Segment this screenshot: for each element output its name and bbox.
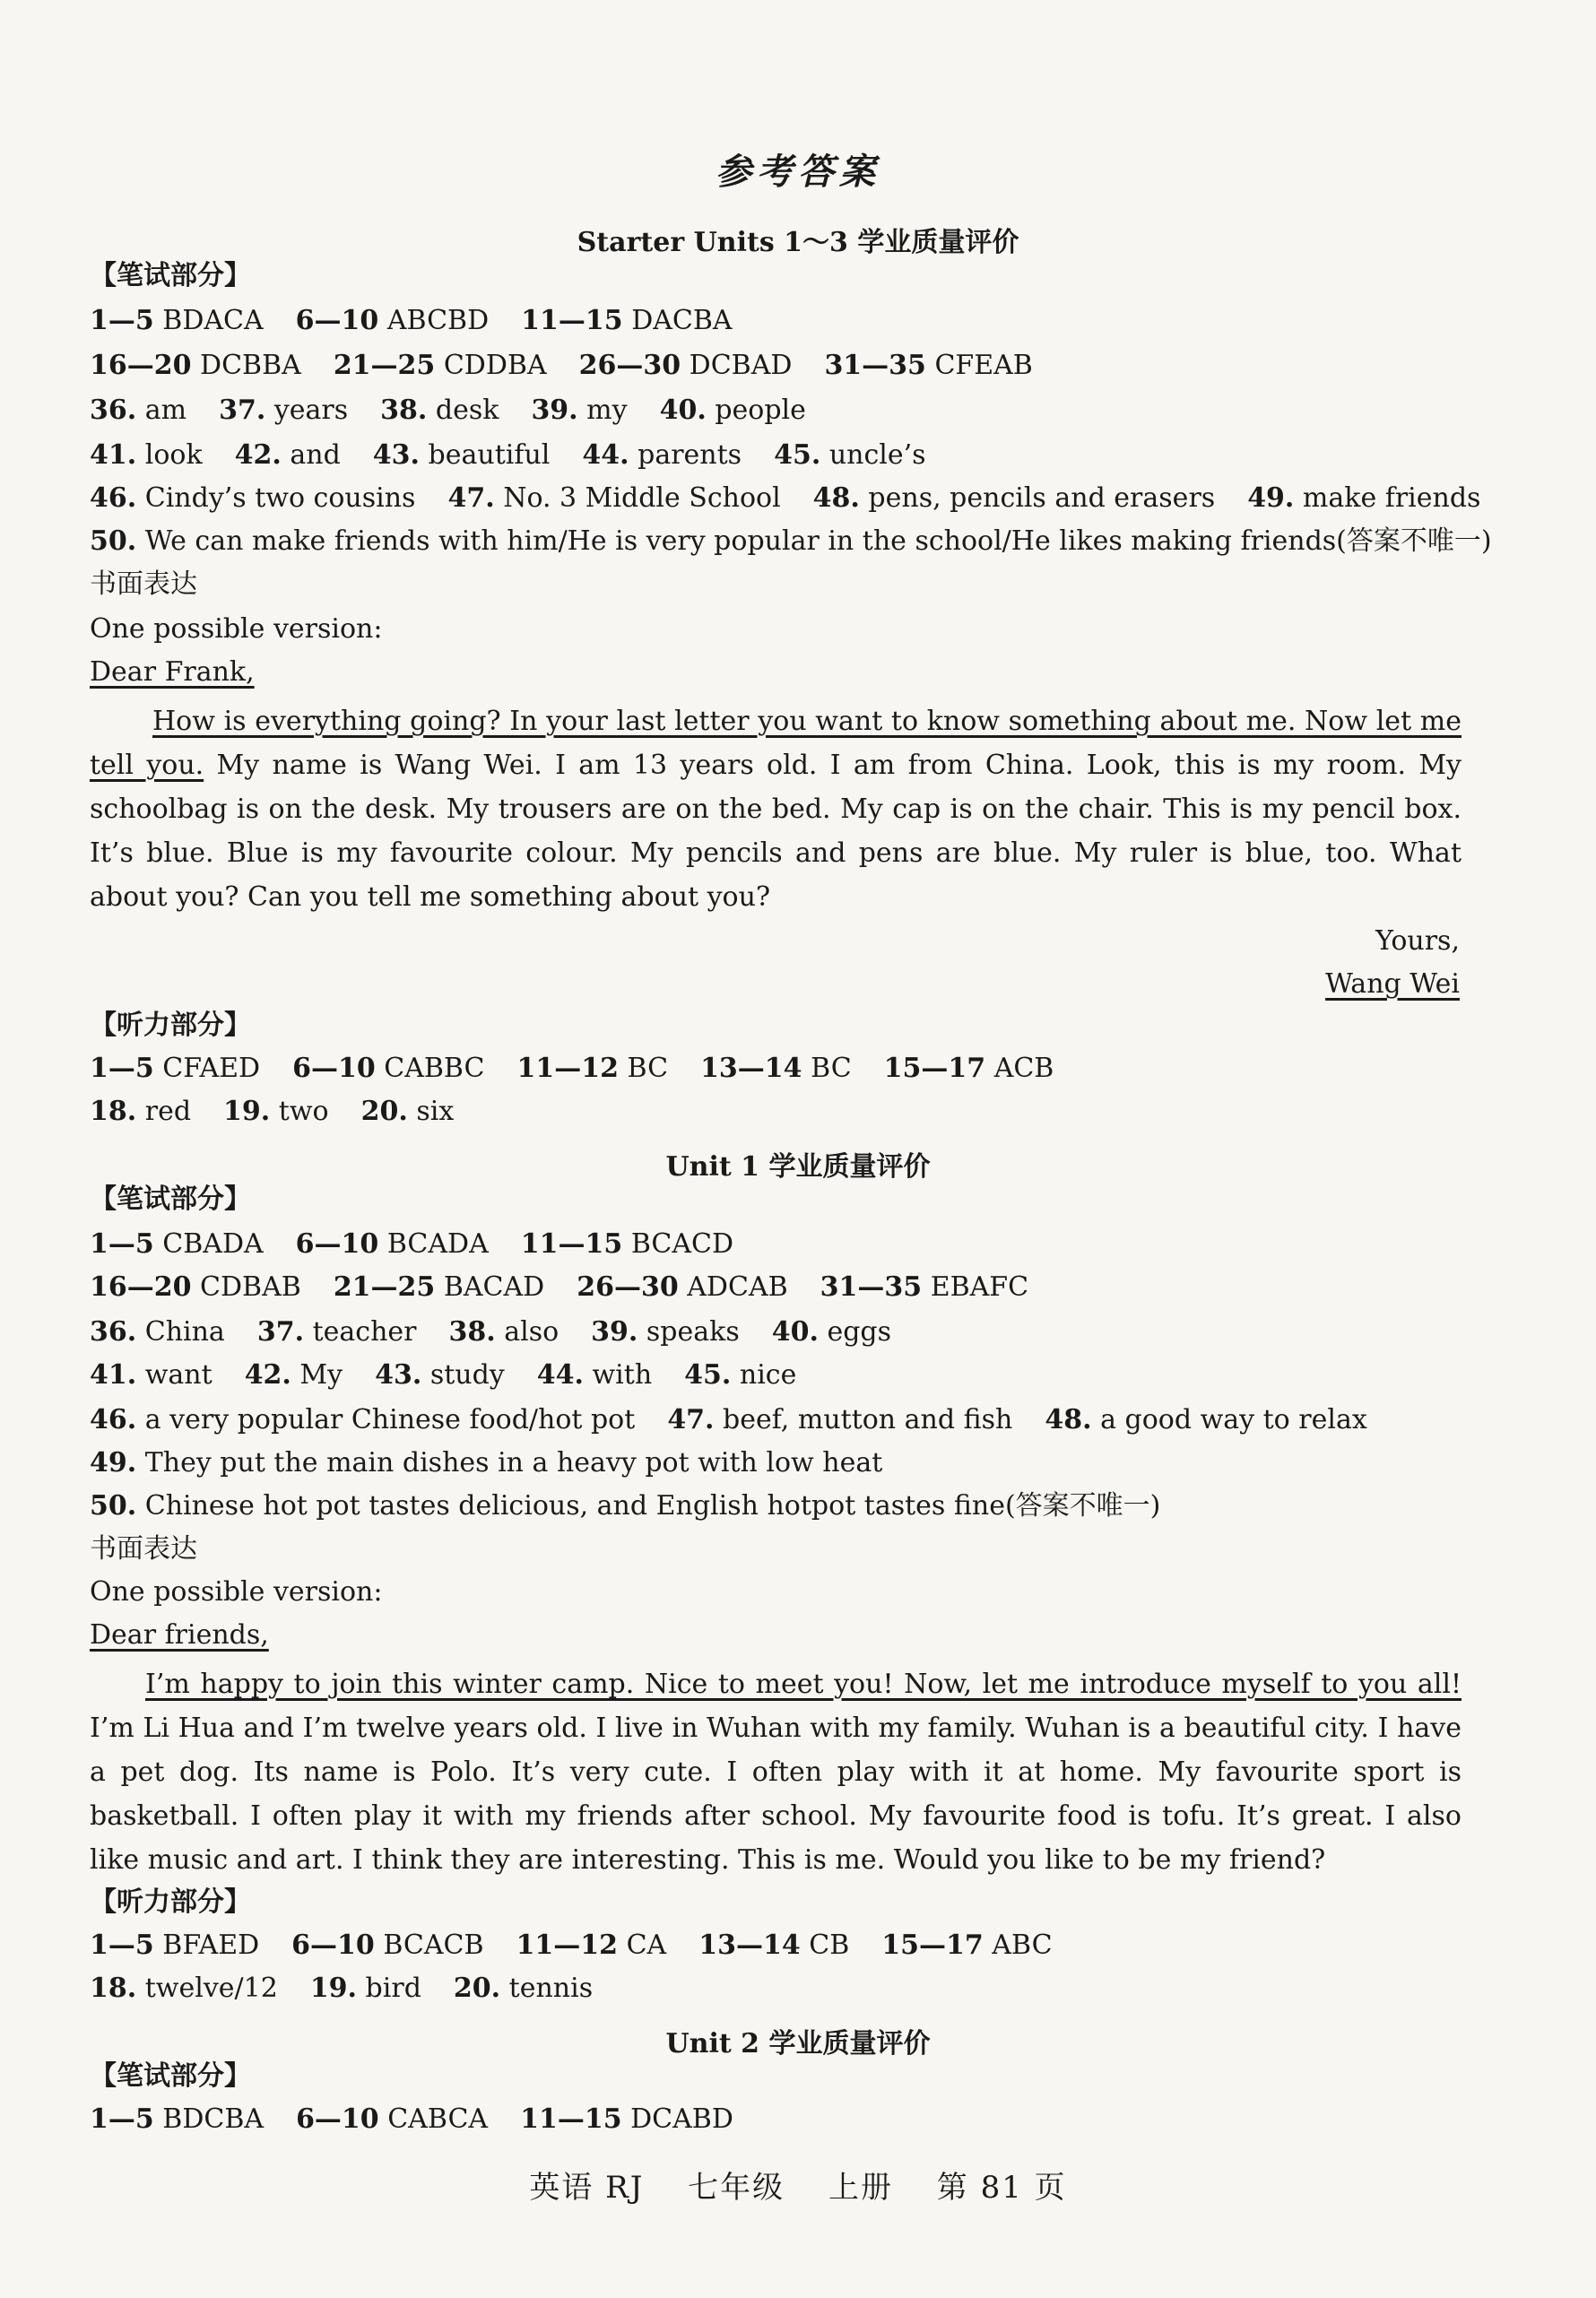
- listening-tag: 【听力部分】: [90, 1010, 251, 1041]
- essay-paragraph: [90, 1662, 1462, 1882]
- answer-item: [531, 395, 627, 426]
- answer-text: study: [421, 1359, 505, 1391]
- answer-item: [774, 439, 925, 471]
- answer-item: [698, 1929, 849, 1961]
- answer-text: people: [706, 395, 806, 426]
- answer-item: [90, 1359, 213, 1391]
- question-number: 50.: [90, 1490, 137, 1522]
- answer-item: [884, 1053, 1054, 1084]
- question-number: 44.: [536, 1359, 584, 1391]
- answer-item: [292, 1053, 484, 1084]
- answer-text: CABCA: [378, 2103, 489, 2135]
- question-number: 13—14: [700, 1053, 802, 1084]
- answer-item: [245, 1359, 343, 1391]
- answer-item: [235, 439, 341, 471]
- question-number: 1—5: [90, 1228, 154, 1260]
- answer-row: [90, 350, 1065, 382]
- answer-text: DCABD: [621, 2103, 733, 2135]
- question-number: 31—35: [820, 1271, 923, 1303]
- question-number: 11—15: [521, 305, 623, 336]
- answer-item: [577, 1271, 787, 1303]
- question-number: 1—5: [90, 1929, 154, 1961]
- section-heading-unit2: Unit 2 学业质量评价: [665, 2028, 931, 2060]
- answer-row: [90, 439, 958, 472]
- footer-page-number: 第 81 页: [936, 2170, 1067, 2206]
- answer-text: Chinese hot pot tastes delicious, and English hotpot tastes fine(答案不唯一): [136, 1490, 1161, 1522]
- answer-row: [90, 482, 1513, 515]
- question-number: 6—10: [295, 1228, 379, 1260]
- answer-text: six: [407, 1096, 455, 1127]
- answer-item: [579, 350, 793, 381]
- answer-item: [361, 1096, 455, 1127]
- answer-text: We can make friends with him/He is very popular in the school/He likes making friends(答案不唯一): [136, 525, 1492, 557]
- answer-text: BCACD: [622, 1228, 734, 1260]
- question-number: 40.: [659, 395, 707, 426]
- answer-row: [90, 1316, 924, 1348]
- answer-item: [90, 439, 203, 471]
- answer-item: [520, 2103, 733, 2135]
- question-number: 15—17: [883, 1053, 986, 1084]
- answer-text: a good way to relax: [1091, 1404, 1367, 1435]
- answer-text: BACAD: [435, 1271, 545, 1303]
- answer-item: [521, 305, 732, 336]
- answer-item: [373, 439, 551, 471]
- question-number: 21—25: [333, 350, 436, 381]
- answer-text: ABC: [983, 1929, 1053, 1961]
- answer-item: [1247, 482, 1480, 514]
- answer-item: [219, 395, 348, 426]
- essay-underlined: I’m happy to join this winter camp. Nice to meet you! Now, let me introduce myself to you all!: [145, 1669, 1462, 1700]
- answer-text: look: [136, 439, 203, 471]
- answer-text: CDBAB: [191, 1271, 301, 1303]
- answer-text: and: [281, 439, 341, 471]
- question-number: 38.: [448, 1316, 496, 1348]
- answer-text: DCBAD: [681, 350, 793, 381]
- answer-item: [813, 482, 1216, 514]
- answer-text: red: [136, 1096, 192, 1127]
- answer-item: [257, 1316, 417, 1348]
- answer-text: ABCBD: [378, 305, 490, 336]
- footer-volume: 上册: [828, 2170, 893, 2206]
- written-tag: 【笔试部分】: [90, 2060, 251, 2092]
- answer-text: make friends: [1294, 482, 1481, 514]
- question-number: 48.: [812, 482, 860, 514]
- writing-label: 书面表达: [90, 1533, 197, 1565]
- question-number: 43.: [372, 439, 420, 471]
- answer-text: beef, mutton and fish: [714, 1404, 1013, 1435]
- answer-item: [90, 1271, 301, 1303]
- answer-text: my: [577, 395, 628, 426]
- question-number: 6—10: [295, 305, 379, 336]
- section-heading-unit1: Unit 1 学业质量评价: [665, 1151, 931, 1183]
- answer-item: [90, 1490, 1160, 1522]
- answer-text: with: [583, 1359, 653, 1391]
- letter-signature: Wang Wei: [1325, 968, 1460, 1000]
- answer-text: ADCAB: [678, 1271, 788, 1303]
- answer-text: CA: [618, 1929, 667, 1961]
- question-number: 46.: [90, 1404, 137, 1435]
- question-number: 26—30: [577, 1271, 679, 1303]
- question-number: 20.: [360, 1096, 408, 1127]
- answer-item: [90, 1404, 635, 1435]
- question-number: 39.: [531, 395, 578, 426]
- question-number: 11—12: [516, 1929, 619, 1961]
- answer-item: [660, 395, 806, 426]
- question-number: 44.: [582, 439, 629, 471]
- answer-text: DACBA: [622, 305, 733, 336]
- answer-text: CBADA: [153, 1228, 264, 1260]
- question-number: 48.: [1045, 1404, 1092, 1435]
- answer-item: [820, 1271, 1028, 1303]
- question-number: 37.: [256, 1316, 305, 1348]
- answer-text: EBAFC: [922, 1271, 1029, 1303]
- question-number: 46.: [90, 482, 137, 514]
- question-number: 36.: [90, 395, 137, 426]
- page-footer: [0, 2163, 1596, 2207]
- answer-item: [90, 1096, 191, 1127]
- answer-item: [334, 1271, 544, 1303]
- question-number: 47.: [447, 482, 495, 514]
- written-tag: 【笔试部分】: [90, 1184, 251, 1215]
- answer-item: [591, 1316, 740, 1348]
- question-number: 26—30: [578, 350, 681, 381]
- question-number: 50.: [90, 525, 137, 557]
- answer-text: tennis: [500, 1973, 594, 2004]
- answer-item: [447, 482, 780, 514]
- question-number: 47.: [667, 1404, 715, 1435]
- answer-item: [824, 350, 1032, 381]
- answer-row: [90, 1096, 486, 1128]
- answer-text: BC: [802, 1053, 852, 1084]
- answer-row: [90, 2103, 766, 2136]
- answer-item: [90, 305, 264, 336]
- answer-text: They put the main dishes in a heavy pot with low heat: [136, 1447, 883, 1479]
- writing-label: 书面表达: [90, 568, 197, 600]
- answer-text: CFAED: [153, 1053, 261, 1084]
- essay-body: My name is Wang Wei. I am 13 years old. I am from China. Look, this is my room. My schoolbag is on the desk. My trousers are on the bed. My cap is on the chair. This is my pencil box. It’s blue. Blue is my favourite colour. My pencils and pens are blue. My ruler is blue, too. What about you? Can you tell me something about you?: [90, 750, 1462, 913]
- answer-row: [90, 1053, 1086, 1085]
- answer-row: [90, 1404, 1400, 1436]
- answer-item: [454, 1973, 593, 2004]
- answer-item: [516, 1053, 668, 1084]
- question-number: 6—10: [292, 1053, 376, 1084]
- answer-item: [1045, 1404, 1366, 1435]
- letter-closing: Yours,: [1375, 925, 1460, 957]
- answer-item: [90, 1053, 260, 1084]
- answer-item: [296, 2103, 488, 2135]
- question-number: 13—14: [698, 1929, 801, 1961]
- answer-text: China: [136, 1316, 225, 1348]
- answer-item: [667, 1404, 1012, 1435]
- answer-item: [90, 525, 1492, 557]
- answer-item: [296, 305, 489, 336]
- answer-text: DCBBA: [191, 350, 301, 381]
- question-number: 42.: [244, 1359, 291, 1391]
- answer-text: want: [136, 1359, 213, 1391]
- question-number: 45.: [684, 1359, 732, 1391]
- answer-text: a very popular Chinese food/hot pot: [136, 1404, 636, 1435]
- section-heading-starter: Starter Units 1～3 学业质量评价: [577, 227, 1019, 258]
- answer-item: [90, 395, 186, 426]
- answer-item: [90, 2103, 264, 2135]
- question-number: 45.: [774, 439, 821, 471]
- answer-item: [90, 1316, 225, 1348]
- answer-row: [90, 525, 1524, 558]
- question-number: 42.: [234, 439, 282, 471]
- answer-text: BDCBA: [153, 2103, 265, 2135]
- question-number: 21—25: [333, 1271, 436, 1303]
- question-number: 1—5: [90, 1053, 154, 1084]
- question-number: 49.: [90, 1447, 137, 1479]
- question-number: 39.: [591, 1316, 638, 1348]
- answer-text: BDACA: [153, 305, 264, 336]
- question-number: 16—20: [90, 350, 192, 381]
- answer-item: [291, 1929, 483, 1961]
- essay-underlined: How is everything going? In your last letter you want to know something about me. Now let me tell you.: [90, 706, 1462, 781]
- answer-text: speaks: [638, 1316, 740, 1348]
- question-number: 41.: [90, 439, 137, 471]
- answer-item: [375, 1359, 505, 1391]
- answer-text: beautiful: [420, 439, 551, 471]
- question-number: 37.: [219, 395, 266, 426]
- answer-item: [380, 395, 499, 426]
- answer-text: BC: [618, 1053, 669, 1084]
- question-number: 11—15: [520, 2103, 622, 2135]
- answer-text: ACB: [985, 1053, 1054, 1084]
- essay-paragraph: [90, 699, 1462, 919]
- answer-text: Cindy’s two cousins: [136, 482, 416, 514]
- answer-item: [521, 1228, 733, 1260]
- answer-text: also: [495, 1316, 559, 1348]
- answer-item: [310, 1973, 421, 2004]
- question-number: 40.: [771, 1316, 819, 1348]
- question-number: 20.: [453, 1973, 501, 2004]
- question-number: 18.: [90, 1973, 137, 2004]
- question-number: 31—35: [824, 350, 926, 381]
- answer-text: BCADA: [378, 1228, 489, 1260]
- answer-item: [296, 1228, 489, 1260]
- answer-row: [90, 1490, 1193, 1522]
- answer-item: [684, 1359, 796, 1391]
- version-label: One possible version:: [90, 1576, 383, 1608]
- question-number: 18.: [90, 1096, 137, 1127]
- question-number: 41.: [90, 1359, 137, 1391]
- answer-row: [90, 1447, 915, 1479]
- answer-item: [90, 1973, 278, 2004]
- answer-text: No. 3 Middle School: [494, 482, 781, 514]
- answer-text: years: [265, 395, 349, 426]
- answer-row: [90, 1359, 828, 1392]
- question-number: 15—17: [881, 1929, 984, 1961]
- answer-text: two: [270, 1096, 329, 1127]
- answer-item: [582, 439, 742, 471]
- answer-text: BFAED: [153, 1929, 260, 1961]
- answer-row: [90, 1271, 1061, 1304]
- answer-text: teacher: [304, 1316, 417, 1348]
- answer-row: [90, 305, 765, 337]
- answer-item: [90, 1447, 882, 1479]
- answer-text: eggs: [818, 1316, 892, 1348]
- question-number: 11—15: [520, 1228, 623, 1260]
- answer-text: My: [291, 1359, 343, 1391]
- answer-item: [537, 1359, 652, 1391]
- footer-grade: 七年级: [688, 2170, 785, 2206]
- answer-text: am: [136, 395, 187, 426]
- question-number: 43.: [375, 1359, 422, 1391]
- answer-text: CDDBA: [435, 350, 547, 381]
- answer-text: BCACB: [374, 1929, 484, 1961]
- answer-item: [90, 1929, 259, 1961]
- question-number: 16—20: [90, 1271, 192, 1303]
- answer-text: uncle’s: [820, 439, 926, 471]
- question-number: 19.: [223, 1096, 271, 1127]
- answer-text: twelve/12: [136, 1973, 278, 2004]
- question-number: 1—5: [90, 305, 154, 336]
- answer-item: [881, 1929, 1052, 1961]
- answer-row: [90, 395, 838, 427]
- answer-item: [90, 1228, 264, 1260]
- written-tag: 【笔试部分】: [90, 260, 251, 291]
- answer-text: CFEAB: [925, 350, 1033, 381]
- answer-item: [90, 482, 415, 514]
- question-number: 38.: [380, 395, 428, 426]
- page-title: 参考答案: [716, 151, 880, 193]
- question-number: 6—10: [296, 2103, 379, 2135]
- answer-text: desk: [427, 395, 499, 426]
- answer-item: [700, 1053, 852, 1084]
- question-number: 49.: [1247, 482, 1295, 514]
- answer-item: [772, 1316, 891, 1348]
- answer-row: [90, 1228, 766, 1261]
- letter-greeting: Dear friends,: [90, 1619, 269, 1651]
- answer-text: bird: [357, 1973, 421, 2004]
- version-label: One possible version:: [90, 613, 383, 645]
- answer-item: [448, 1316, 559, 1348]
- answer-item: [516, 1929, 667, 1961]
- answer-text: pens, pencils and erasers: [859, 482, 1216, 514]
- answer-text: parents: [629, 439, 742, 471]
- footer-subject: 英语 RJ: [529, 2170, 645, 2206]
- question-number: 6—10: [291, 1929, 375, 1961]
- essay-body: I’m Li Hua and I’m twelve years old. I live in Wuhan with my family. Wuhan is a beautiful city. I have a pet dog. Its name is Polo. It’s very cute. I often play with it at home. My favourite sport is basketball. I often play it with my friends after school. My favourite food is tofu. It’s great. I also like music and art. I think they are interesting. This is me. Would you like to be my friend?: [90, 1713, 1462, 1876]
- answer-text: CABBC: [375, 1053, 485, 1084]
- answer-item: [223, 1096, 329, 1127]
- answer-text: nice: [731, 1359, 797, 1391]
- answer-row: [90, 1929, 1085, 1962]
- question-number: 1—5: [90, 2103, 154, 2135]
- question-number: 19.: [309, 1973, 358, 2004]
- answer-item: [90, 350, 301, 381]
- letter-greeting: Dear Frank,: [90, 656, 255, 688]
- answer-text: CB: [800, 1929, 850, 1961]
- answer-item: [334, 350, 547, 381]
- question-number: 11—12: [516, 1053, 619, 1084]
- question-number: 36.: [90, 1316, 137, 1348]
- listening-tag: 【听力部分】: [90, 1886, 251, 1918]
- answer-row: [90, 1973, 625, 2005]
